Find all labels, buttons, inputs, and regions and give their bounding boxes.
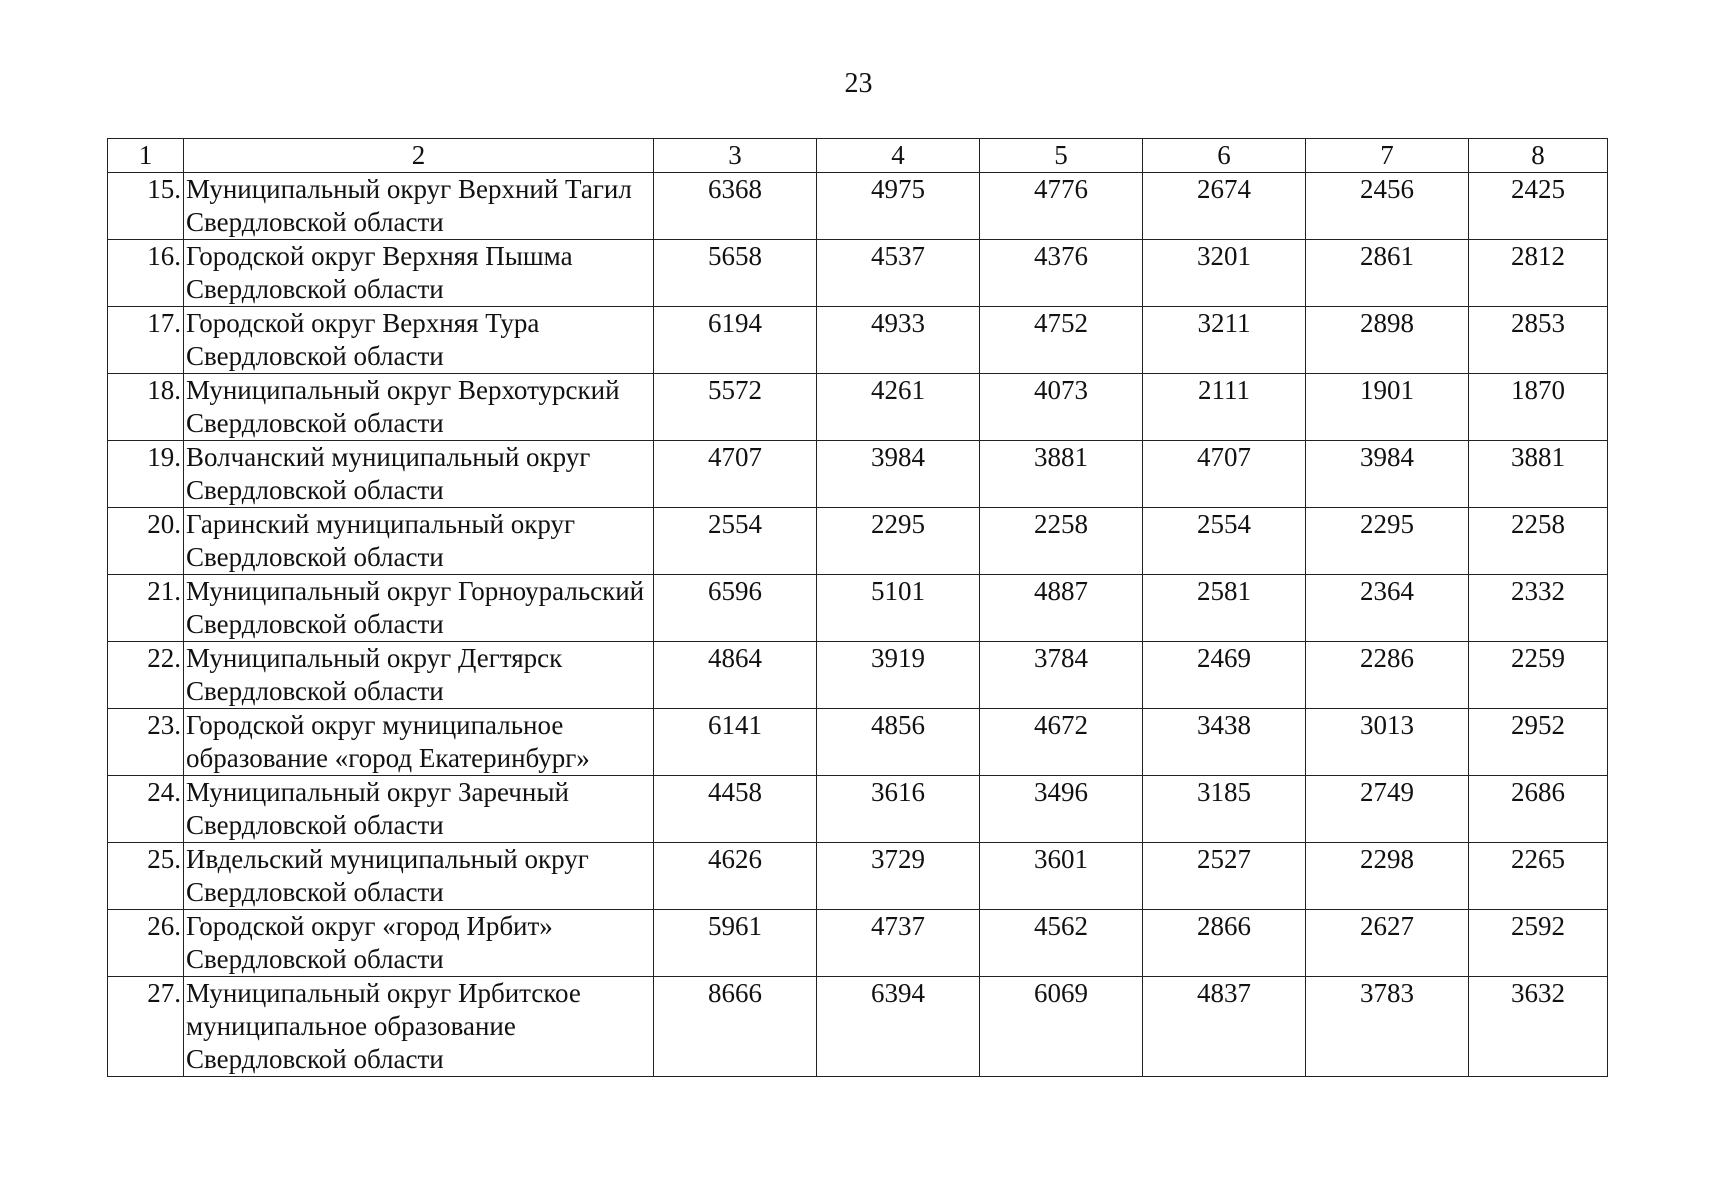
row-number-cell: 24. (108, 776, 184, 843)
value-cell: 5658 (654, 240, 817, 307)
table-row (108, 843, 1608, 910)
municipality-name-cell: Ивдельский муниципальный округ Свердловской области (184, 843, 654, 910)
table-row (108, 709, 1608, 776)
value-cell: 3211 (1143, 307, 1306, 374)
value-cell: 2456 (1306, 173, 1469, 240)
value-cell: 6368 (654, 173, 817, 240)
data-table (107, 138, 1608, 1077)
value-cell: 3013 (1306, 709, 1469, 776)
municipality-name-cell: Муниципальный округ Горноуральский Свердловской области (184, 575, 654, 642)
municipality-name-cell: Гаринский муниципальный округ Свердловской области (184, 508, 654, 575)
table-row (108, 575, 1608, 642)
value-cell: 3496 (980, 776, 1143, 843)
value-cell: 6596 (654, 575, 817, 642)
value-cell: 4933 (817, 307, 980, 374)
value-cell: 4261 (817, 374, 980, 441)
value-cell: 2952 (1469, 709, 1608, 776)
value-cell: 4537 (817, 240, 980, 307)
value-cell: 6394 (817, 977, 980, 1077)
value-cell: 4707 (654, 441, 817, 508)
value-cell: 4856 (817, 709, 980, 776)
table-body (108, 173, 1608, 1077)
value-cell: 5572 (654, 374, 817, 441)
row-number-cell: 23. (108, 709, 184, 776)
row-number-cell: 26. (108, 910, 184, 977)
row-number-cell: 18. (108, 374, 184, 441)
value-cell: 2853 (1469, 307, 1608, 374)
value-cell: 3984 (1306, 441, 1469, 508)
value-cell: 4887 (980, 575, 1143, 642)
column-header: 5 (980, 139, 1143, 173)
value-cell: 3729 (817, 843, 980, 910)
value-cell: 4626 (654, 843, 817, 910)
municipality-name-cell: Муниципальный округ Дегтярск Свердловской области (184, 642, 654, 709)
municipality-name-cell: Городской округ «город Ирбит» Свердловской области (184, 910, 654, 977)
value-cell: 3632 (1469, 977, 1608, 1077)
value-cell: 3881 (1469, 441, 1608, 508)
value-cell: 2527 (1143, 843, 1306, 910)
row-number-cell: 15. (108, 173, 184, 240)
row-number-cell: 22. (108, 642, 184, 709)
table-row (108, 977, 1608, 1077)
column-header: 8 (1469, 139, 1608, 173)
page-number: 23 (844, 68, 873, 99)
municipality-name-cell: Городской округ Верхняя Пышма Свердловской области (184, 240, 654, 307)
municipality-name-cell: Муниципальный округ Верхний Тагил Свердловской области (184, 173, 654, 240)
municipality-name-cell: Городской округ муниципальное образование «город Екатеринбург» (184, 709, 654, 776)
column-header: 7 (1306, 139, 1469, 173)
table-row (108, 173, 1608, 240)
value-cell: 4776 (980, 173, 1143, 240)
row-number-cell: 25. (108, 843, 184, 910)
value-cell: 2469 (1143, 642, 1306, 709)
value-cell: 2364 (1306, 575, 1469, 642)
municipality-name-cell: Муниципальный округ Заречный Свердловской области (184, 776, 654, 843)
value-cell: 2627 (1306, 910, 1469, 977)
table-row (108, 776, 1608, 843)
value-cell: 4376 (980, 240, 1143, 307)
column-header: 3 (654, 139, 817, 173)
value-cell: 2286 (1306, 642, 1469, 709)
table-row (108, 307, 1608, 374)
value-cell: 2295 (1306, 508, 1469, 575)
value-cell: 3784 (980, 642, 1143, 709)
column-header: 1 (108, 139, 184, 173)
value-cell: 2686 (1469, 776, 1608, 843)
value-cell: 5961 (654, 910, 817, 977)
row-number-cell: 19. (108, 441, 184, 508)
value-cell: 4707 (1143, 441, 1306, 508)
value-cell: 3601 (980, 843, 1143, 910)
value-cell: 3185 (1143, 776, 1306, 843)
value-cell: 2554 (1143, 508, 1306, 575)
row-number-cell: 20. (108, 508, 184, 575)
value-cell: 4562 (980, 910, 1143, 977)
value-cell: 2258 (1469, 508, 1608, 575)
table-row (108, 642, 1608, 709)
table-row (108, 374, 1608, 441)
value-cell: 2332 (1469, 575, 1608, 642)
value-cell: 8666 (654, 977, 817, 1077)
value-cell: 2111 (1143, 374, 1306, 441)
value-cell: 4458 (654, 776, 817, 843)
value-cell: 4864 (654, 642, 817, 709)
value-cell: 3438 (1143, 709, 1306, 776)
municipality-name-cell: Муниципальный округ Ирбитское муниципальное образование Свердловской области (184, 977, 654, 1077)
table-row (108, 508, 1608, 575)
value-cell: 2674 (1143, 173, 1306, 240)
column-header: 4 (817, 139, 980, 173)
value-cell: 4672 (980, 709, 1143, 776)
row-number-cell: 21. (108, 575, 184, 642)
value-cell: 2259 (1469, 642, 1608, 709)
value-cell: 5101 (817, 575, 980, 642)
value-cell: 6069 (980, 977, 1143, 1077)
value-cell: 1901 (1306, 374, 1469, 441)
table-row (108, 910, 1608, 977)
value-cell: 2861 (1306, 240, 1469, 307)
value-cell: 4837 (1143, 977, 1306, 1077)
value-cell: 2298 (1306, 843, 1469, 910)
table-row (108, 441, 1608, 508)
value-cell: 4737 (817, 910, 980, 977)
row-number-cell: 27. (108, 977, 184, 1077)
value-cell: 2866 (1143, 910, 1306, 977)
table-row (108, 240, 1608, 307)
value-cell: 3616 (817, 776, 980, 843)
value-cell: 3984 (817, 441, 980, 508)
municipality-name-cell: Волчанский муниципальный округ Свердловской области (184, 441, 654, 508)
value-cell: 3881 (980, 441, 1143, 508)
row-number-cell: 16. (108, 240, 184, 307)
value-cell: 1870 (1469, 374, 1608, 441)
row-number-cell: 17. (108, 307, 184, 374)
value-cell: 6194 (654, 307, 817, 374)
value-cell: 3783 (1306, 977, 1469, 1077)
table-header-row (108, 139, 1608, 173)
value-cell: 2425 (1469, 173, 1608, 240)
value-cell: 4975 (817, 173, 980, 240)
value-cell: 6141 (654, 709, 817, 776)
value-cell: 2265 (1469, 843, 1608, 910)
value-cell: 4752 (980, 307, 1143, 374)
value-cell: 2898 (1306, 307, 1469, 374)
value-cell: 4073 (980, 374, 1143, 441)
municipality-name-cell: Городской округ Верхняя Тура Свердловской области (184, 307, 654, 374)
value-cell: 2258 (980, 508, 1143, 575)
value-cell: 2581 (1143, 575, 1306, 642)
value-cell: 2592 (1469, 910, 1608, 977)
value-cell: 2749 (1306, 776, 1469, 843)
municipality-name-cell: Муниципальный округ Верхотурский Свердловской области (184, 374, 654, 441)
value-cell: 2554 (654, 508, 817, 575)
column-header: 6 (1143, 139, 1306, 173)
value-cell: 2295 (817, 508, 980, 575)
value-cell: 3201 (1143, 240, 1306, 307)
value-cell: 3919 (817, 642, 980, 709)
column-header: 2 (184, 139, 654, 173)
value-cell: 2812 (1469, 240, 1608, 307)
